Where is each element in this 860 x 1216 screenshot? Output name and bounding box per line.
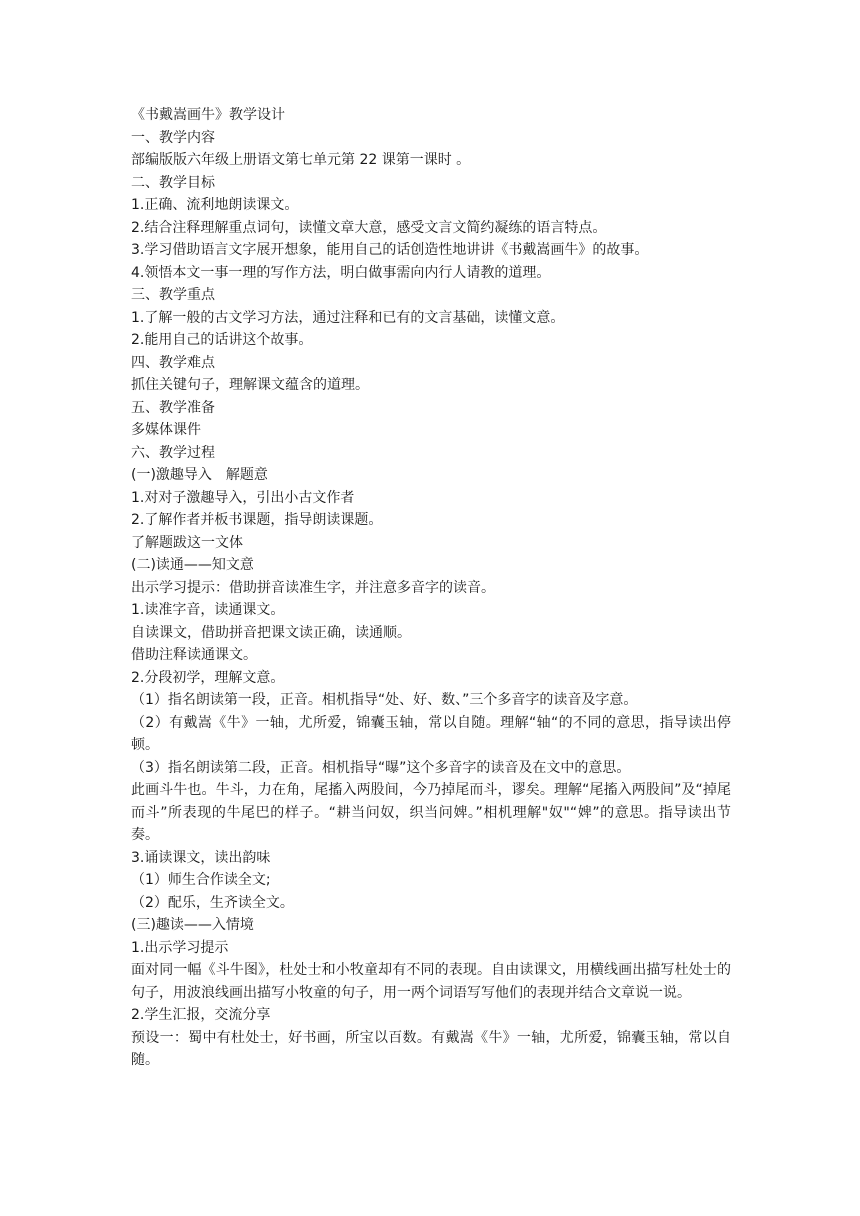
document-page	[131, 104, 731, 1072]
text-line: 出示学习提示：借助拼音读准生字，并注意多音字的读音。	[131, 579, 495, 596]
section-heading: 四、教学难点	[131, 354, 215, 371]
section-heading: 一、教学内容	[131, 129, 215, 146]
text-line: 1.读准字音，读通课文。	[131, 602, 285, 618]
section-heading: 二、教学目标	[131, 174, 215, 191]
text-line: 抓住关键句子，理解课文蕴含的道理。	[131, 377, 369, 393]
section-heading: 三、教学重点	[131, 287, 215, 303]
text-line: 2.能用自己的话讲这个故事。	[131, 332, 313, 348]
text-line: 部编版版六年级上册语文第七单元第 22 课第一课时 。	[131, 152, 471, 168]
text-line: 了解题跋这一文体	[131, 534, 243, 551]
text-paragraph: 预设一：蜀中有杜处士，好书画，所宝以百数。有戴嵩《牛》一轴，尤所爱，锦囊玉轴，常以自随。	[131, 1029, 731, 1068]
text-line: 2.了解作者并板书课题，指导朗读课题。	[131, 512, 383, 528]
section-heading: 六、教学过程	[131, 444, 215, 461]
text-line: （2）配乐，生齐读全文。	[131, 894, 294, 911]
text-paragraph: 面对同一幅《斗牛图》，杜处士和小牧童却有不同的表现。自由读课文，用横线画出描写杜处士的句子，用波浪线画出描写小牧童的句子，用一两个词语写写他们的表现并结合文章说一说。	[131, 962, 731, 1001]
text-line: 多媒体课件	[131, 422, 201, 438]
text-line: （1）师生合作读全文;	[131, 872, 271, 888]
text-line: 自读课文，借助拼音把课文读正确，读通顺。	[131, 624, 411, 641]
text-line: 1.了解一般的古文学习方法，通过注释和已有的文言基础，读懂文意。	[131, 309, 565, 326]
subsection-heading: (三)趣读——入情境	[131, 917, 254, 933]
subsection-heading: (一)激趣导入 解题意	[131, 467, 268, 483]
text-line: 2.学生汇报，交流分享	[131, 1007, 271, 1023]
text-line: 2.分段初学，理解文意。	[131, 669, 285, 686]
text-line: 2.结合注释理解重点词句，读懂文章大意，感受文言文简约凝练的语言特点。	[131, 219, 607, 236]
text-line: 1.出示学习提示	[131, 939, 229, 956]
text-line: 1.正确、流利地朗读课文。	[131, 197, 299, 213]
text-line: 借助注释读通课文。	[131, 647, 257, 663]
text-line: （3）指名朗读第二段，正音。相机指导“曝”这个多音字的读音及在文中的意思。	[131, 759, 631, 776]
text-line: 3.诵读课文，读出韵味	[131, 849, 271, 866]
text-paragraph: 此画斗牛也。牛斗，力在角，尾搐入两股间，今乃掉尾而斗，谬矣。理解“尾搐入两股间”及“掉尾而斗”所表现的牛尾巴的样子。“耕当问奴，织当问婢。”相机理解"奴"“婢”的意思。指导读出节奏。	[131, 782, 731, 843]
subsection-heading: (二)读通——知文意	[131, 557, 254, 573]
text-line: 4.领悟本文一事一理的写作方法，明白做事需向内行人请教的道理。	[131, 264, 551, 281]
document-title: 《书戴嵩画牛》教学设计	[131, 107, 285, 123]
text-paragraph: （2）有戴嵩《牛》一轴，尤所爱，锦囊玉轴，常以自随。理解“轴“的不同的意思，指导读出停顿。	[131, 714, 731, 753]
text-line: （1）指名朗读第一段，正音。相机指导“处、好、数、”三个多音字的读音及字意。	[131, 692, 638, 708]
text-line: 1.对对子激趣导入，引出小古文作者	[131, 489, 355, 506]
text-line: 3.学习借助语言文字展开想象，能用自己的话创造性地讲讲《书戴嵩画牛》的故事。	[131, 242, 649, 258]
section-heading: 五、教学准备	[131, 399, 215, 416]
